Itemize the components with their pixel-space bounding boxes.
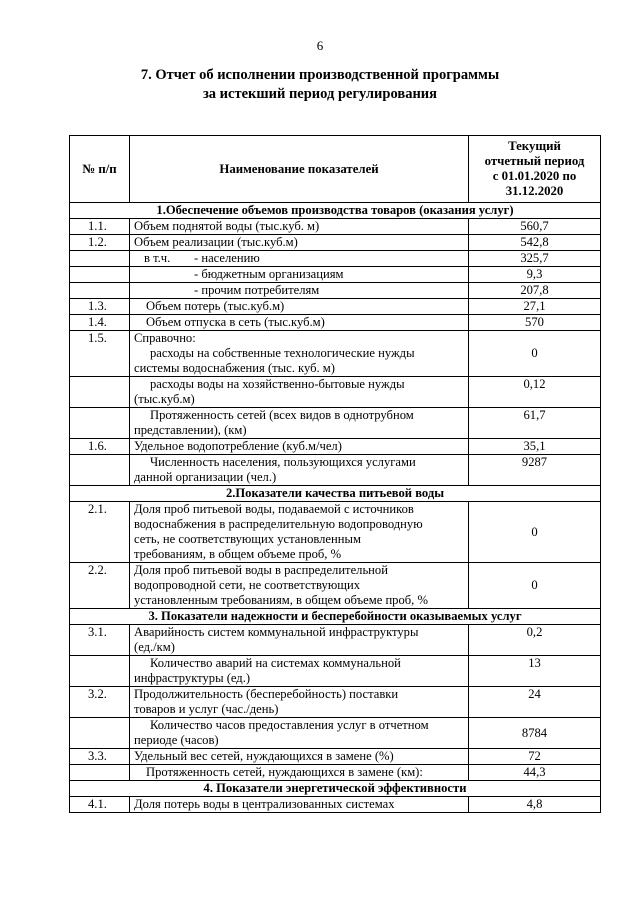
row-num: 1.2. <box>70 235 130 251</box>
row-name-l1: Доля проб питьевой воды в распределительной <box>134 563 388 577</box>
row-name: - прочим потребителям <box>130 283 469 299</box>
row-value: 0,2 <box>469 625 601 656</box>
table-row <box>70 408 601 439</box>
row-value: 35,1 <box>469 439 601 455</box>
table-row <box>70 439 601 455</box>
table-row <box>70 331 601 377</box>
row-num <box>70 765 130 781</box>
row-value: 0 <box>469 502 601 563</box>
row-value: 13 <box>469 656 601 687</box>
table-row <box>70 718 601 749</box>
row-num: 1.3. <box>70 299 130 315</box>
row-num <box>70 267 130 283</box>
row-num: 1.5. <box>70 331 130 377</box>
header-period-l2: отчетный период <box>484 154 585 168</box>
row-name <box>130 408 469 439</box>
row-name-l3: установленным требованиям, в общем объеме проб, % <box>134 593 428 607</box>
header-period-l4: 31.12.2020 <box>505 184 564 198</box>
table-row <box>70 765 601 781</box>
table-row <box>70 502 601 563</box>
title-line-1: 7. Отчет об исполнении производственной программы <box>140 67 500 83</box>
table-row <box>70 251 601 267</box>
row-num: 3.2. <box>70 687 130 718</box>
row-name <box>130 377 469 408</box>
table-row <box>70 563 601 609</box>
row-value: 207,8 <box>469 283 601 299</box>
row-num: 2.2. <box>70 563 130 609</box>
header-num: № п/п <box>70 136 130 203</box>
row-name-text: - населению <box>194 251 260 265</box>
row-name-l1: Продолжительность (бесперебойность) поставки <box>134 687 399 701</box>
row-name-l1: расходы воды на хозяйственно-бытовые нужды <box>150 377 405 391</box>
row-name-l1: Аварийность систем коммунальной инфраструктуры <box>134 625 419 639</box>
page-number: 6 <box>316 38 324 53</box>
report-table <box>69 135 601 813</box>
row-name-l1: Доля проб питьевой воды, подаваемой с источников <box>134 502 414 516</box>
row-num <box>70 718 130 749</box>
row-value: 24 <box>469 687 601 718</box>
title-line-2: за истекший период регулирования <box>202 86 438 102</box>
table-row <box>70 235 601 251</box>
row-name-l2: водоснабжения в распределительную водопроводную <box>134 517 423 531</box>
row-name <box>130 251 469 267</box>
row-value: 0,12 <box>469 377 601 408</box>
row-value: 0 <box>469 563 601 609</box>
row-num <box>70 656 130 687</box>
row-name: Протяженность сетей, нуждающихся в замене (км): <box>130 765 469 781</box>
row-name: Объем поднятой воды (тыс.куб. м) <box>130 219 469 235</box>
row-name <box>130 687 469 718</box>
row-name: Доля потерь воды в централизованных системах <box>130 797 469 813</box>
row-value: 72 <box>469 749 601 765</box>
row-name-l2: водопроводной сети, не соответствующих <box>134 578 360 592</box>
row-num <box>70 251 130 267</box>
row-name-l1: Количество аварий на системах коммунальной <box>150 656 401 670</box>
row-value: 9,3 <box>469 267 601 283</box>
section-1-title: 1.Обеспечение объемов производства товаров (оказания услуг) <box>70 203 601 219</box>
row-num <box>70 377 130 408</box>
row-name-l1: Численность населения, пользующихся услугами <box>150 455 416 469</box>
row-name-l3: сеть, не соответствующих установленным <box>134 532 361 546</box>
section-row <box>70 609 601 625</box>
table-row <box>70 687 601 718</box>
row-value: 0 <box>469 331 601 377</box>
row-num <box>70 283 130 299</box>
table-row <box>70 656 601 687</box>
row-name <box>130 502 469 563</box>
row-num: 1.1. <box>70 219 130 235</box>
header-period-l3: с 01.01.2020 по <box>492 169 577 183</box>
section-3-title: 3. Показатели надежности и бесперебойности оказываемых услуг <box>70 609 601 625</box>
table-row <box>70 299 601 315</box>
row-value: 27,1 <box>469 299 601 315</box>
row-name-l4: требованиям, в общем объеме проб, % <box>134 547 342 561</box>
row-num: 2.1. <box>70 502 130 563</box>
row-value: 560,7 <box>469 219 601 235</box>
row-name: Удельное водопотребление (куб.м/чел) <box>130 439 469 455</box>
section-row <box>70 781 601 797</box>
row-value: 61,7 <box>469 408 601 439</box>
row-prefix: в т.ч. <box>144 251 171 265</box>
row-num: 1.6. <box>70 439 130 455</box>
row-value: 4,8 <box>469 797 601 813</box>
header-name: Наименование показателей <box>130 136 469 203</box>
row-name <box>130 718 469 749</box>
row-value: 44,3 <box>469 765 601 781</box>
document-title <box>0 66 640 104</box>
row-name: - бюджетным организациям <box>130 267 469 283</box>
header-period <box>469 136 601 203</box>
row-num: 3.3. <box>70 749 130 765</box>
row-num: 1.4. <box>70 315 130 331</box>
row-name-l1: Количество часов предоставления услуг в отчетном <box>150 718 429 732</box>
row-name <box>130 331 469 377</box>
row-name-l2: (ед./км) <box>134 640 175 654</box>
row-name-heading: Справочно: <box>134 331 196 345</box>
section-4-title: 4. Показатели энергетической эффективности <box>70 781 601 797</box>
table-row <box>70 625 601 656</box>
section-row <box>70 486 601 502</box>
row-name <box>130 656 469 687</box>
row-value: 570 <box>469 315 601 331</box>
row-name <box>130 563 469 609</box>
table-row <box>70 267 601 283</box>
row-name-l2: инфраструктуры (ед.) <box>134 671 251 685</box>
row-name: Объем отпуска в сеть (тыс.куб.м) <box>130 315 469 331</box>
table-row <box>70 283 601 299</box>
row-name-l2: (тыс.куб.м) <box>134 392 195 406</box>
table-row <box>70 377 601 408</box>
row-num: 3.1. <box>70 625 130 656</box>
row-name <box>130 455 469 486</box>
row-num <box>70 408 130 439</box>
row-name-l2: представлении), (км) <box>134 423 247 437</box>
table-row <box>70 749 601 765</box>
row-name-l1: Протяженность сетей (всех видов в однотрубном <box>150 408 414 422</box>
row-value: 9287 <box>469 455 601 486</box>
table-row <box>70 315 601 331</box>
row-name-l2: данной организации (чел.) <box>134 470 277 484</box>
row-name-l2: системы водоснабжения (тыс. куб. м) <box>134 361 335 375</box>
table-header-row <box>70 136 601 203</box>
row-name-l2: периоде (часов) <box>134 733 219 747</box>
row-value: 8784 <box>469 718 601 749</box>
row-value: 542,8 <box>469 235 601 251</box>
table-row <box>70 219 601 235</box>
table-row <box>70 797 601 813</box>
row-name-l2: товаров и услуг (час./день) <box>134 702 279 716</box>
row-num <box>70 455 130 486</box>
header-period-l1: Текущий <box>508 139 561 153</box>
row-value: 325,7 <box>469 251 601 267</box>
row-name: Объем потерь (тыс.куб.м) <box>130 299 469 315</box>
table-row <box>70 455 601 486</box>
row-name <box>130 625 469 656</box>
section-row <box>70 203 601 219</box>
row-num: 4.1. <box>70 797 130 813</box>
section-2-title: 2.Показатели качества питьевой воды <box>70 486 601 502</box>
row-name-l1: расходы на собственные технологические нужды <box>150 346 415 360</box>
row-name: Удельный вес сетей, нуждающихся в замене (%) <box>130 749 469 765</box>
row-name: Объем реализации (тыс.куб.м) <box>130 235 469 251</box>
